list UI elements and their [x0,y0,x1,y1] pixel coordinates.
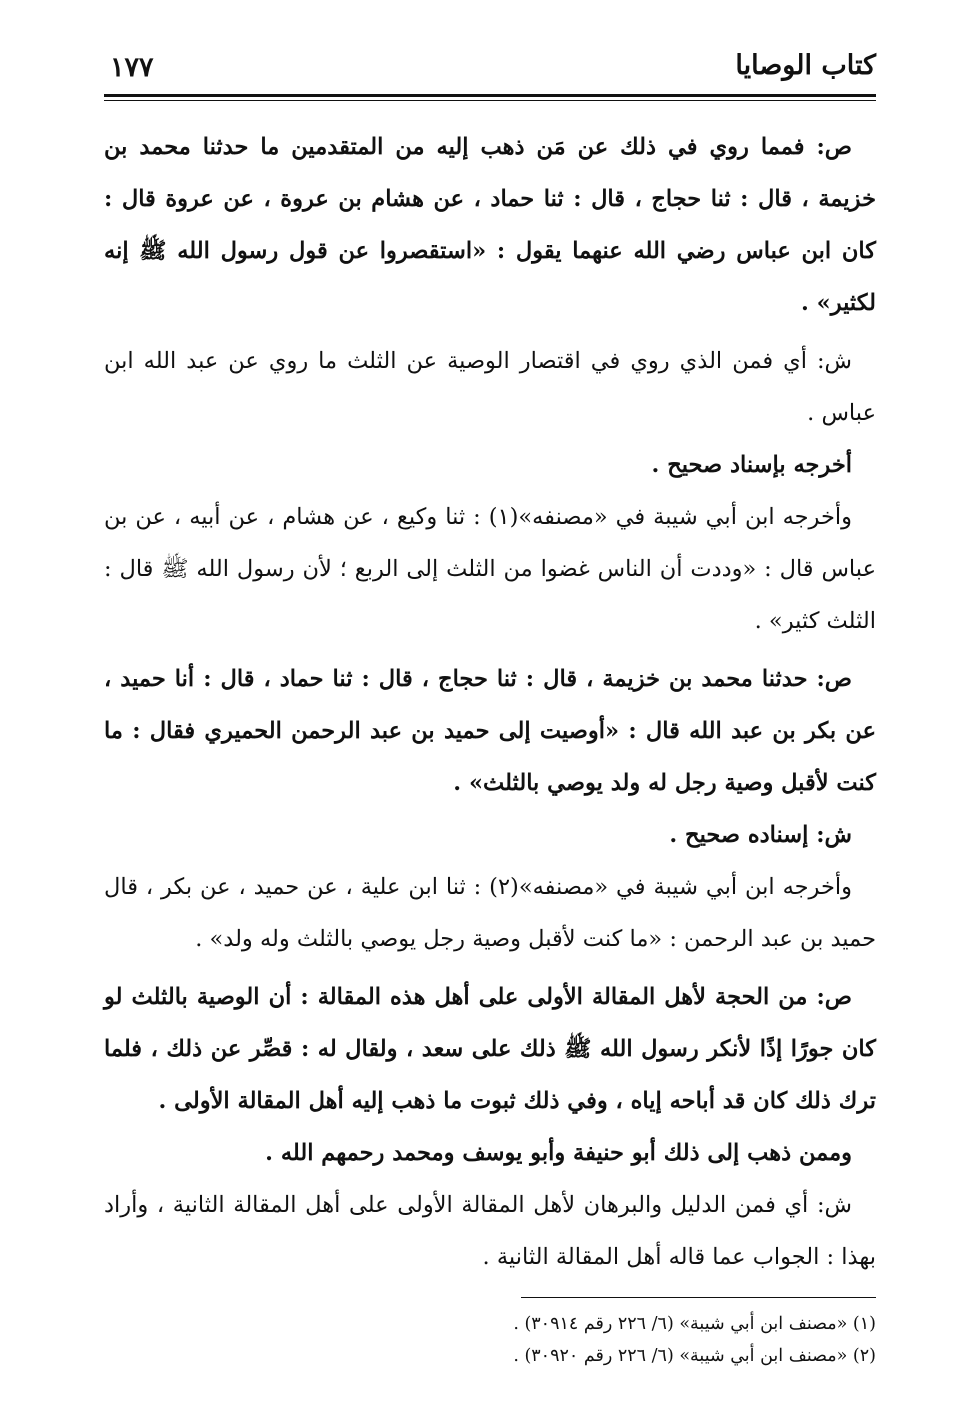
footnote-separator [521,1297,876,1298]
paragraph-sad-3-cont: وممن ذهب إلى ذلك أبو حنيفة وأبو يوسف ومحمد رحمهم الله . [265,1140,852,1166]
paragraph-shin-2: ش: إسناده صحيح . [669,822,852,848]
paragraph-sad-3: ص: من الحجة لأهل المقالة الأولى على أهل هذه المقالة : أن الوصية بالثلث لو كان جورًا إذًا لأنكر رسول الله ﷺ ذلك على سعد ، ولقال له : قصِّر عن ذلك ، فلما ترك ذلك كان قد أباحه إياه ، وفي ذلك ثبوت ما ذهب إليه أهل المقالة الأولى . [104,984,876,1114]
header-rule-thick [104,94,876,97]
header-rule-thin [104,100,876,101]
footnote-2: (٢) «مصنف ابن أبي شيبة» (٦/ ٢٢٦ رقم ٣٠٩٢٠) . [513,1346,876,1366]
paragraph-takhrij-1: أخرجه بإسناد صحيح . [651,452,852,478]
paragraph-shin-1: ش: أي فمن الذي روي في اقتصار الوصية عن الثلث ما روي عن عبد الله ابن عباس . [104,348,876,426]
paragraph-sad-2: ص: حدثنا محمد بن خزيمة ، قال : ثنا حجاج ، قال : ثنا حماد ، قال : أنا حميد ، عن بكر بن عبد الله قال : «أوصيت إلى حميد بن عبد الرحمن الحميري فقال : ما كنت لأقبل وصية رجل له ولد يوصي بالثلث» . [104,666,876,796]
footnote-1: (١) «مصنف ابن أبي شيبة» (٦/ ٢٢٦ رقم ٣٠٩١٤) . [513,1314,876,1334]
paragraph-sad-1: ص: فمما روي في ذلك عن مَن ذهب إليه من المتقدمين ما حدثنا محمد بن خزيمة ، قال : ثنا حجاج ، قال : ثنا حماد ، عن هشام بن عروة ، عن عروة قال : كان ابن عباس رضي الله عنهما يقول : «استقصروا عن قول رسول الله ﷺ إنه لكثير» . [104,134,876,316]
footnotes [104,1308,876,1372]
page-header [104,44,876,94]
paragraph-takhrij-3: وأخرجه ابن أبي شيبة في «مصنفه»(٢) : ثنا ابن علية ، عن حميد ، عن بكر ، قال حميد بن عبد الرحمن : «ما كنت لأقبل وصية رجل يوصي بالثلث وله ولد» . [104,874,876,952]
page-number: ١٧٧ [110,52,154,83]
paragraph-shin-3: ش: أي فمن الدليل والبرهان لأهل المقالة الأولى على أهل المقالة الثانية ، وأراد بهذا : الجواب عما قاله أهل المقالة الثانية . [104,1192,876,1270]
body-text [104,121,876,1283]
running-title: كتاب الوصايا [735,50,876,81]
paragraph-takhrij-2: وأخرجه ابن أبي شيبة في «مصنفه»(١) : ثنا وكيع ، عن هشام ، عن أبيه ، عن بن عباس قال : «وددت أن الناس غضوا من الثلث إلى الربع ؛ لأن رسول الله ﷺ قال : الثلث كثير» . [104,504,876,634]
book-page [104,44,876,1372]
